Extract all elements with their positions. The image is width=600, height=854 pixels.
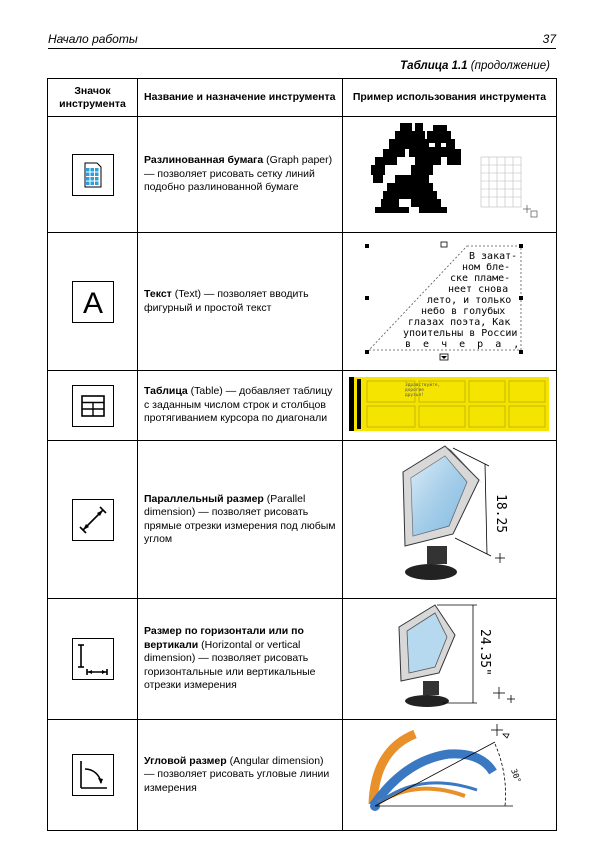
- icon-cell: [48, 117, 138, 233]
- parallel-value: 18.25: [492, 494, 508, 534]
- pixel-dog-example: [345, 117, 555, 227]
- page-number: 37: [542, 32, 556, 46]
- text-line: лето, и только: [426, 295, 511, 306]
- tool-title: Размер по горизонтали или по вертикали: [144, 625, 304, 651]
- text-line: ске пламе-: [449, 273, 510, 284]
- tool-description: [138, 371, 343, 441]
- tool-title: Таблица: [144, 385, 188, 398]
- tool-desc: (Text) — позволяет вводить фигурный и простой текст: [144, 288, 309, 314]
- icon-cell: [48, 599, 138, 720]
- section-title: Начало работы: [48, 32, 138, 46]
- icon-cell: [48, 233, 138, 371]
- table-sample-text: дорогие: [404, 388, 424, 393]
- column-header-name: Название и назначение инструмента: [138, 79, 343, 117]
- tool-description: [138, 233, 343, 371]
- text-line: упоительны в России: [402, 328, 517, 339]
- svg-text:A: A: [82, 286, 103, 320]
- angular-example: [345, 720, 555, 825]
- text-line: небо в голубых: [420, 306, 505, 317]
- text-line: неет снова: [447, 284, 508, 295]
- icon-cell: [48, 441, 138, 599]
- text-example: [345, 234, 555, 364]
- text-line: в е ч е р а ,: [404, 339, 522, 350]
- table-header-row: [48, 79, 557, 117]
- tool-title: Параллельный размер: [144, 492, 264, 505]
- text-tool-icon: [72, 281, 114, 323]
- icon-cell: [48, 720, 138, 831]
- tool-title: Разлинованная бумага: [144, 154, 264, 167]
- tool-description: [138, 720, 343, 831]
- angle-value: 30°: [508, 767, 523, 785]
- table-row: [48, 441, 557, 599]
- tool-description: [138, 441, 343, 599]
- graph-paper-icon: [72, 154, 114, 196]
- column-header-example: Пример использования инструмента: [343, 79, 557, 117]
- example-cell: [343, 371, 557, 441]
- tool-title: Текст: [144, 288, 172, 300]
- text-line: В закат-: [468, 251, 517, 262]
- tool-description: [138, 117, 343, 233]
- example-cell: [343, 720, 557, 831]
- tool-desc: (Horizontal or vertical dimension) — позволяет рисовать горизонтальные или вертикальные отрезки измерения: [144, 638, 316, 692]
- text-line: ном бле-: [461, 262, 510, 273]
- tool-desc: (Graph paper) — позволяет рисовать сетку линий подобно разлинованной бумаге: [144, 154, 333, 194]
- vertical-value: 24.35": [476, 629, 492, 676]
- caption-note: (продолжение): [470, 60, 550, 72]
- angular-dimension-icon: [72, 754, 114, 796]
- table-caption: [400, 60, 550, 72]
- monitor-vertical-example: [345, 599, 555, 714]
- tool-desc: (Table) — добавляет таблицу с заданным числом строк и столбцов протягиванием курсора по диагонали: [144, 385, 333, 425]
- table-row: [48, 233, 557, 371]
- tool-description: [138, 599, 343, 720]
- table-sample-text: друзья!: [404, 393, 424, 398]
- caption-label: Таблица 1.1: [400, 60, 468, 72]
- icon-cell: [48, 371, 138, 441]
- example-cell: [343, 441, 557, 599]
- table-row: [48, 371, 557, 441]
- table-row: [48, 720, 557, 831]
- horizontal-vertical-dimension-icon: [72, 638, 114, 680]
- example-cell: [343, 599, 557, 720]
- column-header-icon: Значок инструмента: [48, 79, 138, 117]
- parallel-dimension-icon: [72, 499, 114, 541]
- table-row: [48, 117, 557, 233]
- text-line: глазах поэта, Как: [407, 317, 510, 328]
- tool-desc: (Angular dimension) — позволяет рисовать угловые линии измерения: [144, 754, 330, 794]
- tool-desc: (Parallel dimension) — позволяет рисовать прямые отрезки измерения под любым углом: [144, 492, 336, 545]
- table-row: [48, 599, 557, 720]
- table-example: [345, 373, 555, 433]
- monitor-parallel-example: [345, 442, 555, 592]
- tools-table: [47, 78, 557, 831]
- table-tool-icon: [72, 385, 114, 427]
- example-cell: [343, 233, 557, 371]
- tool-title: Угловой размер: [144, 754, 227, 767]
- running-header: [48, 30, 556, 49]
- table-sample-text: Здравствуйте,: [404, 383, 440, 388]
- example-cell: [343, 117, 557, 233]
